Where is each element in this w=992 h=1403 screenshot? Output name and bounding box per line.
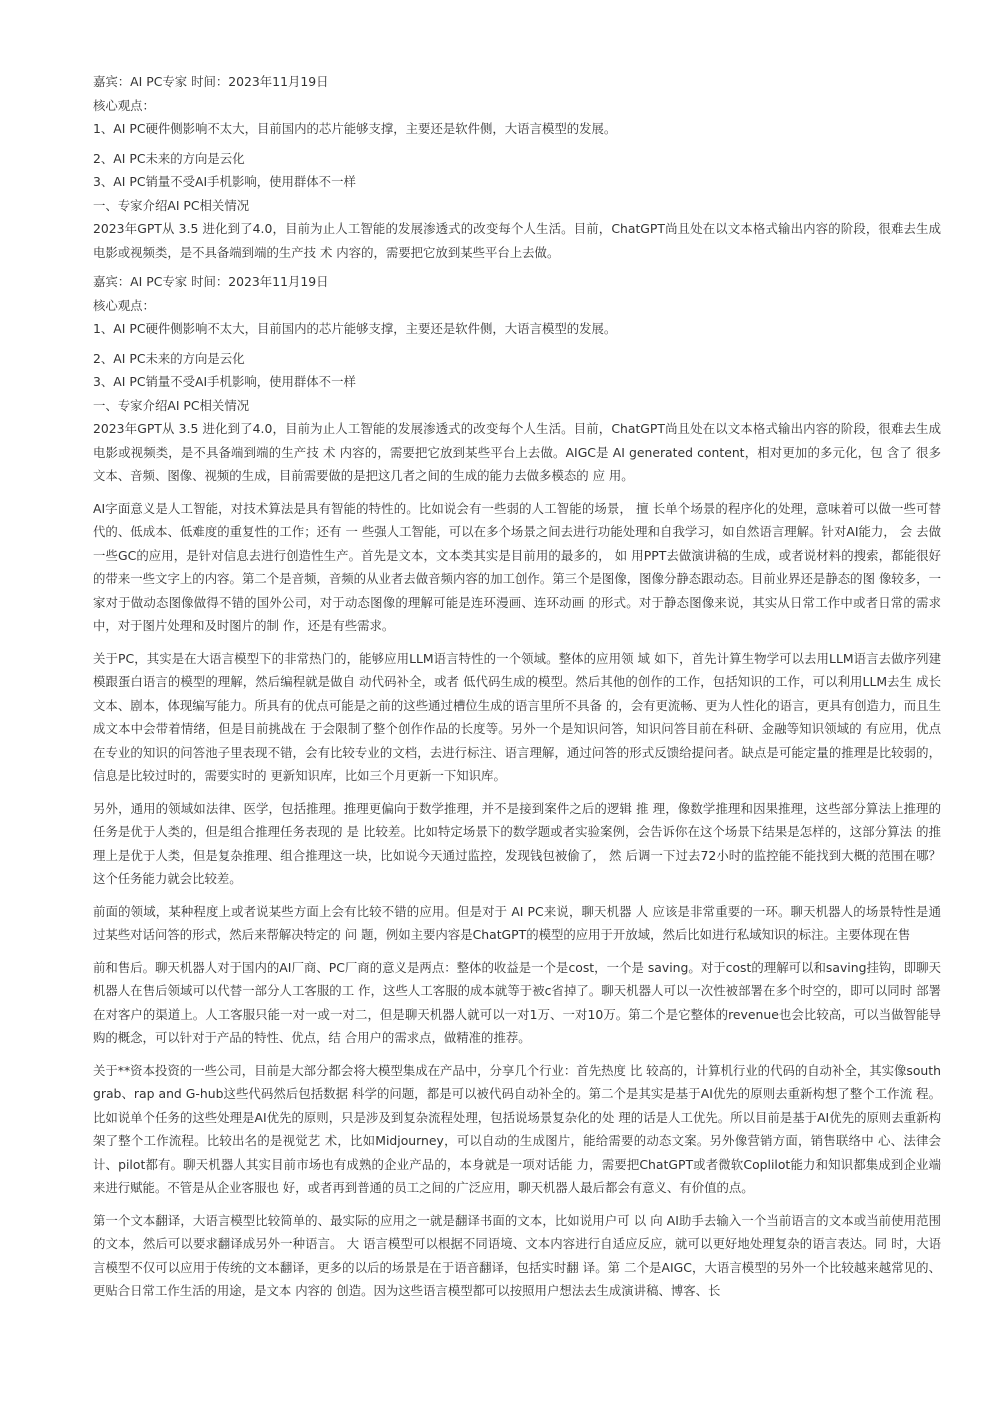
core-points-title: 核心观点：: [93, 97, 155, 113]
core-point-2: 2、AI PC未来的方向是云化: [93, 150, 245, 166]
core-points-title: 核心观点：: [93, 297, 155, 313]
header-block-1: [93, 70, 941, 264]
intro-paragraph: 2023年GPT从 3.5 进化到了4.0，目前为止人工智能的发展渗透式的改变每个人生活。目前，ChatGPT尚且处在以文本格式输出内容的阶段，很难去生成电影或视频类，是不具备端到端的生产技 术 内容的，需要把它放到某些平台上去做。: [93, 221, 941, 260]
section-heading: 一、专家介绍AI PC相关情况: [93, 197, 250, 213]
body-paragraph-ai-meaning: AI字面意义是人工智能，对技术算法是具有智能的特性的。比如说会有一些弱的人工智能的场景， 擅 长单个场景的程序化的处理，意味着可以做一些可替代的、低成本、低难度的重复性的工作；还有 一 些强人工智能，可以在多个场景之间去进行功能处理和自我学习，如自然语言理解。针对AI能力， 会 去做一些GC的应用，是针对信息去进行创造性生产。首先是文本，文本类其实是目前用的最多的， 如 用PPT去做演讲稿的生成，或者说材料的搜索，都能很好的带来一些文字上的内容。第二个是音频，音频的从业者去做音频内容的加工创作。第三个是图像，图像分静态跟动态。目前业界还是静态的图 像较多，一家对于做动态图像做得不错的国外公司，对于动态图像的理解可能是连环漫画、连环动画 的形式。对于静态图像来说，其实从日常工作中或者日常的需求中，对于图片处理和及时图片的制 作，还是有些需求。: [93, 500, 941, 633]
core-point-1: 1、AI PC硬件侧影响不太大，目前国内的芯片能够支撑，主要还是软件侧，大语言模型的发展。: [93, 121, 617, 136]
body-paragraph-presales: 前和售后。聊天机器人对于国内的AI厂商、PC厂商的意义是两点：整体的收益是一个是cost，一个是 saving。对于cost的理解可以和saving挂钩，即聊天机器人在售后领域可以代替一部分人工客服的工 作，这些人工客服的成本就等于被c省掉了。聊天机器人可以一次性被部署在多个时空的，即可以同时 部署在对客户的渠道上。人工客服只能一对一或一对二，但是聊天机器人就可以一对1万、一对10万。第二个是它整体的revenue也会比较高，可以当做智能导购的概念，可以针对于产品的特性、优点，结 合用户的需求点，做精准的推荐。: [93, 959, 941, 1045]
document-page: [93, 70, 941, 1303]
core-point-3: 3、AI PC销量不受AI手机影响，使用群体不一样: [93, 174, 356, 189]
core-point-2: 2、AI PC未来的方向是云化: [93, 350, 245, 366]
body-paragraph-pc: 关于PC，其实是在大语言模型下的非常热门的，能够应用LLM语言特性的一个领域。整体的应用领 域 如下，首先计算生物学可以去用LLM语言去做序列建模跟蛋白语言的模型的理解，然后编程就是做自 动代码补全，或者 低代码生成的模型。然后其他的创作的工作，包括知识的工作，可以利用LLM去生 成长文本、剧本，体现编写能力。所具有的优点可能是之前的这些通过槽位生成的语言里所不具备 的，会有更流畅、更为人性化的语言，更具有创造力，而且生成文本中会带着情绪，但是目前挑战在 于会限制了整个创作作品的长度等。另外一个是知识问答，知识问答目前在科研、金融等知识领域的 有应用，优点在专业的知识的问答池子里表现不错，会有比较专业的文档，去进行标注、语言理解，通过问答的形式反馈给提问者。缺点是可能定量的推理是比较弱的，信息是比较过时的，需要实时的 更新知识库，比如三个月更新一下知识库。: [93, 650, 941, 783]
core-point-1: 1、AI PC硬件侧影响不太大，目前国内的芯片能够支撑，主要还是软件侧，大语言模型的发展。: [93, 321, 617, 336]
guest-info: 嘉宾：AI PC专家 时间：2023年11月19日: [93, 274, 329, 289]
body-paragraph-reasoning: 另外，通用的领域如法律、医学，包括推理。推理更偏向于数学推理，并不是接到案件之后的逻辑 推 理，像数学推理和因果推理，这些部分算法上推理的任务是优于人类的，但是组合推理任务表现的 是 比较差。比如特定场景下的数学题或者实验案例，会告诉你在这个场景下结果是怎样的，这部分算法 的推理上是优于人类，但是复杂推理、组合推理这一块，比如说今天通过监控，发现钱包被偷了， 然 后调一下过去72小时的监控能不能找到大概的范围在哪？这个任务能力就会比较差。: [93, 800, 941, 886]
header-block-2: [93, 270, 941, 488]
guest-info: 嘉宾：AI PC专家 时间：2023年11月19日: [93, 74, 329, 89]
body-paragraph-chatbot: 前面的领域，某种程度上或者说某些方面上会有比较不错的应用。但是对于 AI PC来说，聊天机器 人 应该是非常重要的一环。聊天机器人的场景特性是通过某些对话问答的形式，然后来帮解决特定的 问 题，例如主要内容是ChatGPT的模型的应用于开放域，然后比如进行私域知识的标注。主要体现在售: [93, 903, 941, 942]
body-paragraph-investment: 关于**资本投资的一些公司，目前是大部分都会将大模型集成在产品中，分享几个行业：首先热度 比 较高的，计算机行业的代码的自动补全，其实像south grab、rap and G-hub这些代码然后包括数据 科学的问题，都是可以被代码自动补全的。第二个是其实是基于AI优先的原则去重新构想了整个工作流 程。比如说单个任务的这些处理是AI优先的原则，只是涉及到复杂流程处理，包括说场景复杂化的处 理的话是人工优先。所以目前是基于AI优先的原则去重新构架了整个工作流程。比较出名的是视觉艺 术，比如Midjourney，可以自动的生成图片，能给需要的动态文案。另外像营销方面，销售联络中 心、法律会计、pilot都有。聊天机器人其实目前市场也有成熟的企业产品的，本身就是一项对话能 力，需要把ChatGPT或者微软Coplilot能力和知识都集成到企业端来进行赋能。不管是从企业客服也 好，或者再到普通的员工之间的广泛应用，聊天机器人最后都会有意义、有价值的点。: [93, 1062, 941, 1195]
intro-paragraph: 2023年GPT从 3.5 进化到了4.0，目前为止人工智能的发展渗透式的改变每个人生活。目前，ChatGPT尚且处在以文本格式输出内容的阶段，很难去生成电影或视频类，是不具备端到端的生产技 术 内容的，需要把它放到某些平台上去做。AIGC是 AI generated content，相对更加的多元化，包 含了 很多文本、音频、图像、视频的生成，目前需要做的是把这几者之间的生成的能力去做多模态的 应 用。: [93, 421, 941, 483]
body-paragraph-translation: 第一个文本翻译，大语言模型比较简单的、最实际的应用之一就是翻译书面的文本，比如说用户可 以 向 AI助手去输入一个当前语言的文本或当前使用范围的文本，然后可以要求翻译成另外一种语言。 大 语言模型可以根据不同语境、文本内容进行自适应反应，就可以更好地处理复杂的语言表达。同 时，大语言模型不仅可以应用于传统的文本翻译，更多的以后的场景是在于语音翻译，包括实时翻 译。第 二个是AIGC，大语言模型的另外一个比较越来越常见的、更贴合日常工作生活的用途，是文本 内容的 创造。因为这些语言模型都可以按照用户想法去生成演讲稿、博客、长: [93, 1212, 941, 1298]
core-point-3: 3、AI PC销量不受AI手机影响，使用群体不一样: [93, 374, 356, 389]
section-heading: 一、专家介绍AI PC相关情况: [93, 397, 250, 413]
